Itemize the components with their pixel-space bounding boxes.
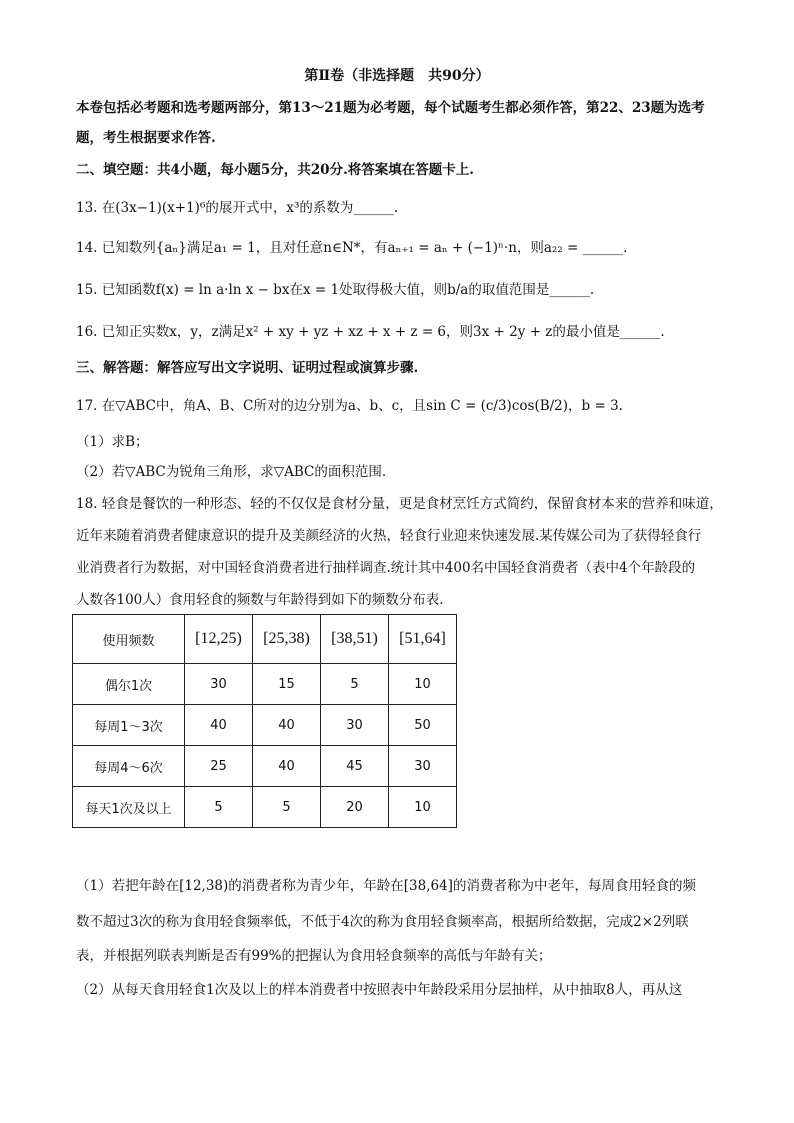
table-cell: 30 [185, 664, 253, 705]
table-cell: 5 [253, 787, 321, 828]
question-18-part-1-line-3: 表，并根据列联表判断是否有99%的把握认为食用轻食频率的高低与年龄有关； [76, 948, 552, 964]
table-row [73, 746, 457, 787]
table-cell: 40 [253, 746, 321, 787]
question-18-line-3: 业消费者行为数据，对中国轻食消费者进行抽样调查.统计其中400名中国轻食消费者（表中4个年龄段的 [76, 560, 696, 576]
table-cell: 偶尔1次 [73, 664, 185, 705]
frequency-table [72, 614, 457, 828]
question-14: 14. 已知数列{aₙ}满足a₁ = 1，且对任意n∈N*，有aₙ₊₁ = aₙ + (−1)ⁿ·n，则a₂₂ = ______. [76, 240, 628, 256]
question-15: 15. 已知函数f(x) = ln a·ln x − bx在x = 1处取得极大值，则b/a的取值范围是______. [76, 282, 595, 298]
table-cell: 每周4～6次 [73, 746, 185, 787]
table-cell: 45 [321, 746, 389, 787]
table-cell: 10 [389, 664, 457, 705]
fill-in-section-header: 二、填空题：共4小题，每小题5分，共20分.将答案填在答题卡上. [76, 162, 474, 178]
intro-line-1: 本卷包括必考题和选考题两部分，第13～21题为必考题，每个试题考生都必须作答，第22、23题为选考 [76, 100, 705, 116]
table-row [73, 664, 457, 705]
table-cell: 25 [185, 746, 253, 787]
table-cell: 10 [389, 787, 457, 828]
table-cell: 每天1次及以上 [73, 787, 185, 828]
table-header-cell: [12,25) [185, 615, 253, 664]
table-cell: 40 [185, 705, 253, 746]
table-row [73, 787, 457, 828]
table-cell: 5 [321, 664, 389, 705]
question-18-part-1-line-2: 数不超过3次的称为食用轻食频率低，不低于4次的称为食用轻食频率高，根据所给数据，完成2×2列联 [76, 914, 689, 930]
question-18-part-1-line-1: （1）若把年龄在[12,38)的消费者称为青少年，年龄在[38,64]的消费者称为中老年，每周食用轻食的频 [76, 878, 696, 894]
table-cell: 每周1～3次 [73, 705, 185, 746]
table-cell: 20 [321, 787, 389, 828]
table-cell: 50 [389, 705, 457, 746]
section-title: 第Ⅱ卷（非选择题 共90分） [304, 68, 490, 84]
table-header-cell: [38,51) [321, 615, 389, 664]
table-header-cell: [51,64] [389, 615, 457, 664]
question-18-line-4: 人数各100人）食用轻食的频数与年龄得到如下的频数分布表. [76, 592, 444, 608]
table-cell: 40 [253, 705, 321, 746]
table-cell: 30 [389, 746, 457, 787]
table-row [73, 705, 457, 746]
question-18-line-2: 近年来随着消费者健康意识的提升及美颜经济的火热，轻食行业迎来快速发展.某传媒公司为了获得轻食行 [76, 528, 702, 544]
question-18-part-2-line-1: （2）从每天食用轻食1次及以上的样本消费者中按照表中年龄段采用分层抽样，从中抽取8人，再从这 [76, 982, 683, 998]
question-13: 13. 在(3x−1)(x+1)⁶的展开式中，x³的系数为______. [76, 200, 399, 216]
table-cell: 30 [321, 705, 389, 746]
table-header-cell: [25,38) [253, 615, 321, 664]
question-16: 16. 已知正实数x，y，z满足x² + xy + yz + xz + x + z = 6，则3x + 2y + z的最小值是______. [76, 324, 665, 340]
intro-line-2: 题，考生根据要求作答. [76, 130, 216, 146]
table-header-cell: 使用频数 [73, 615, 185, 664]
table-cell: 5 [185, 787, 253, 828]
table-cell: 15 [253, 664, 321, 705]
question-18-line-1: 18. 轻食是餐饮的一种形态、轻的不仅仅是食材分量，更是食材烹饪方式简约，保留食材本来的营养和味道， [76, 496, 723, 512]
question-17-part-2: （2）若▽ABC为锐角三角形，求▽ABC的面积范围. [76, 464, 387, 480]
solve-section-header: 三、解答题：解答应写出文字说明、证明过程或演算步骤. [76, 360, 419, 376]
question-17: 17. 在▽ABC中，角A、B、C所对的边分别为a、b、c，且sin C = (c/3)cos(B/2)，b = 3. [76, 398, 623, 414]
question-17-part-1: （1）求B； [76, 434, 149, 450]
table-header-row [73, 615, 457, 664]
